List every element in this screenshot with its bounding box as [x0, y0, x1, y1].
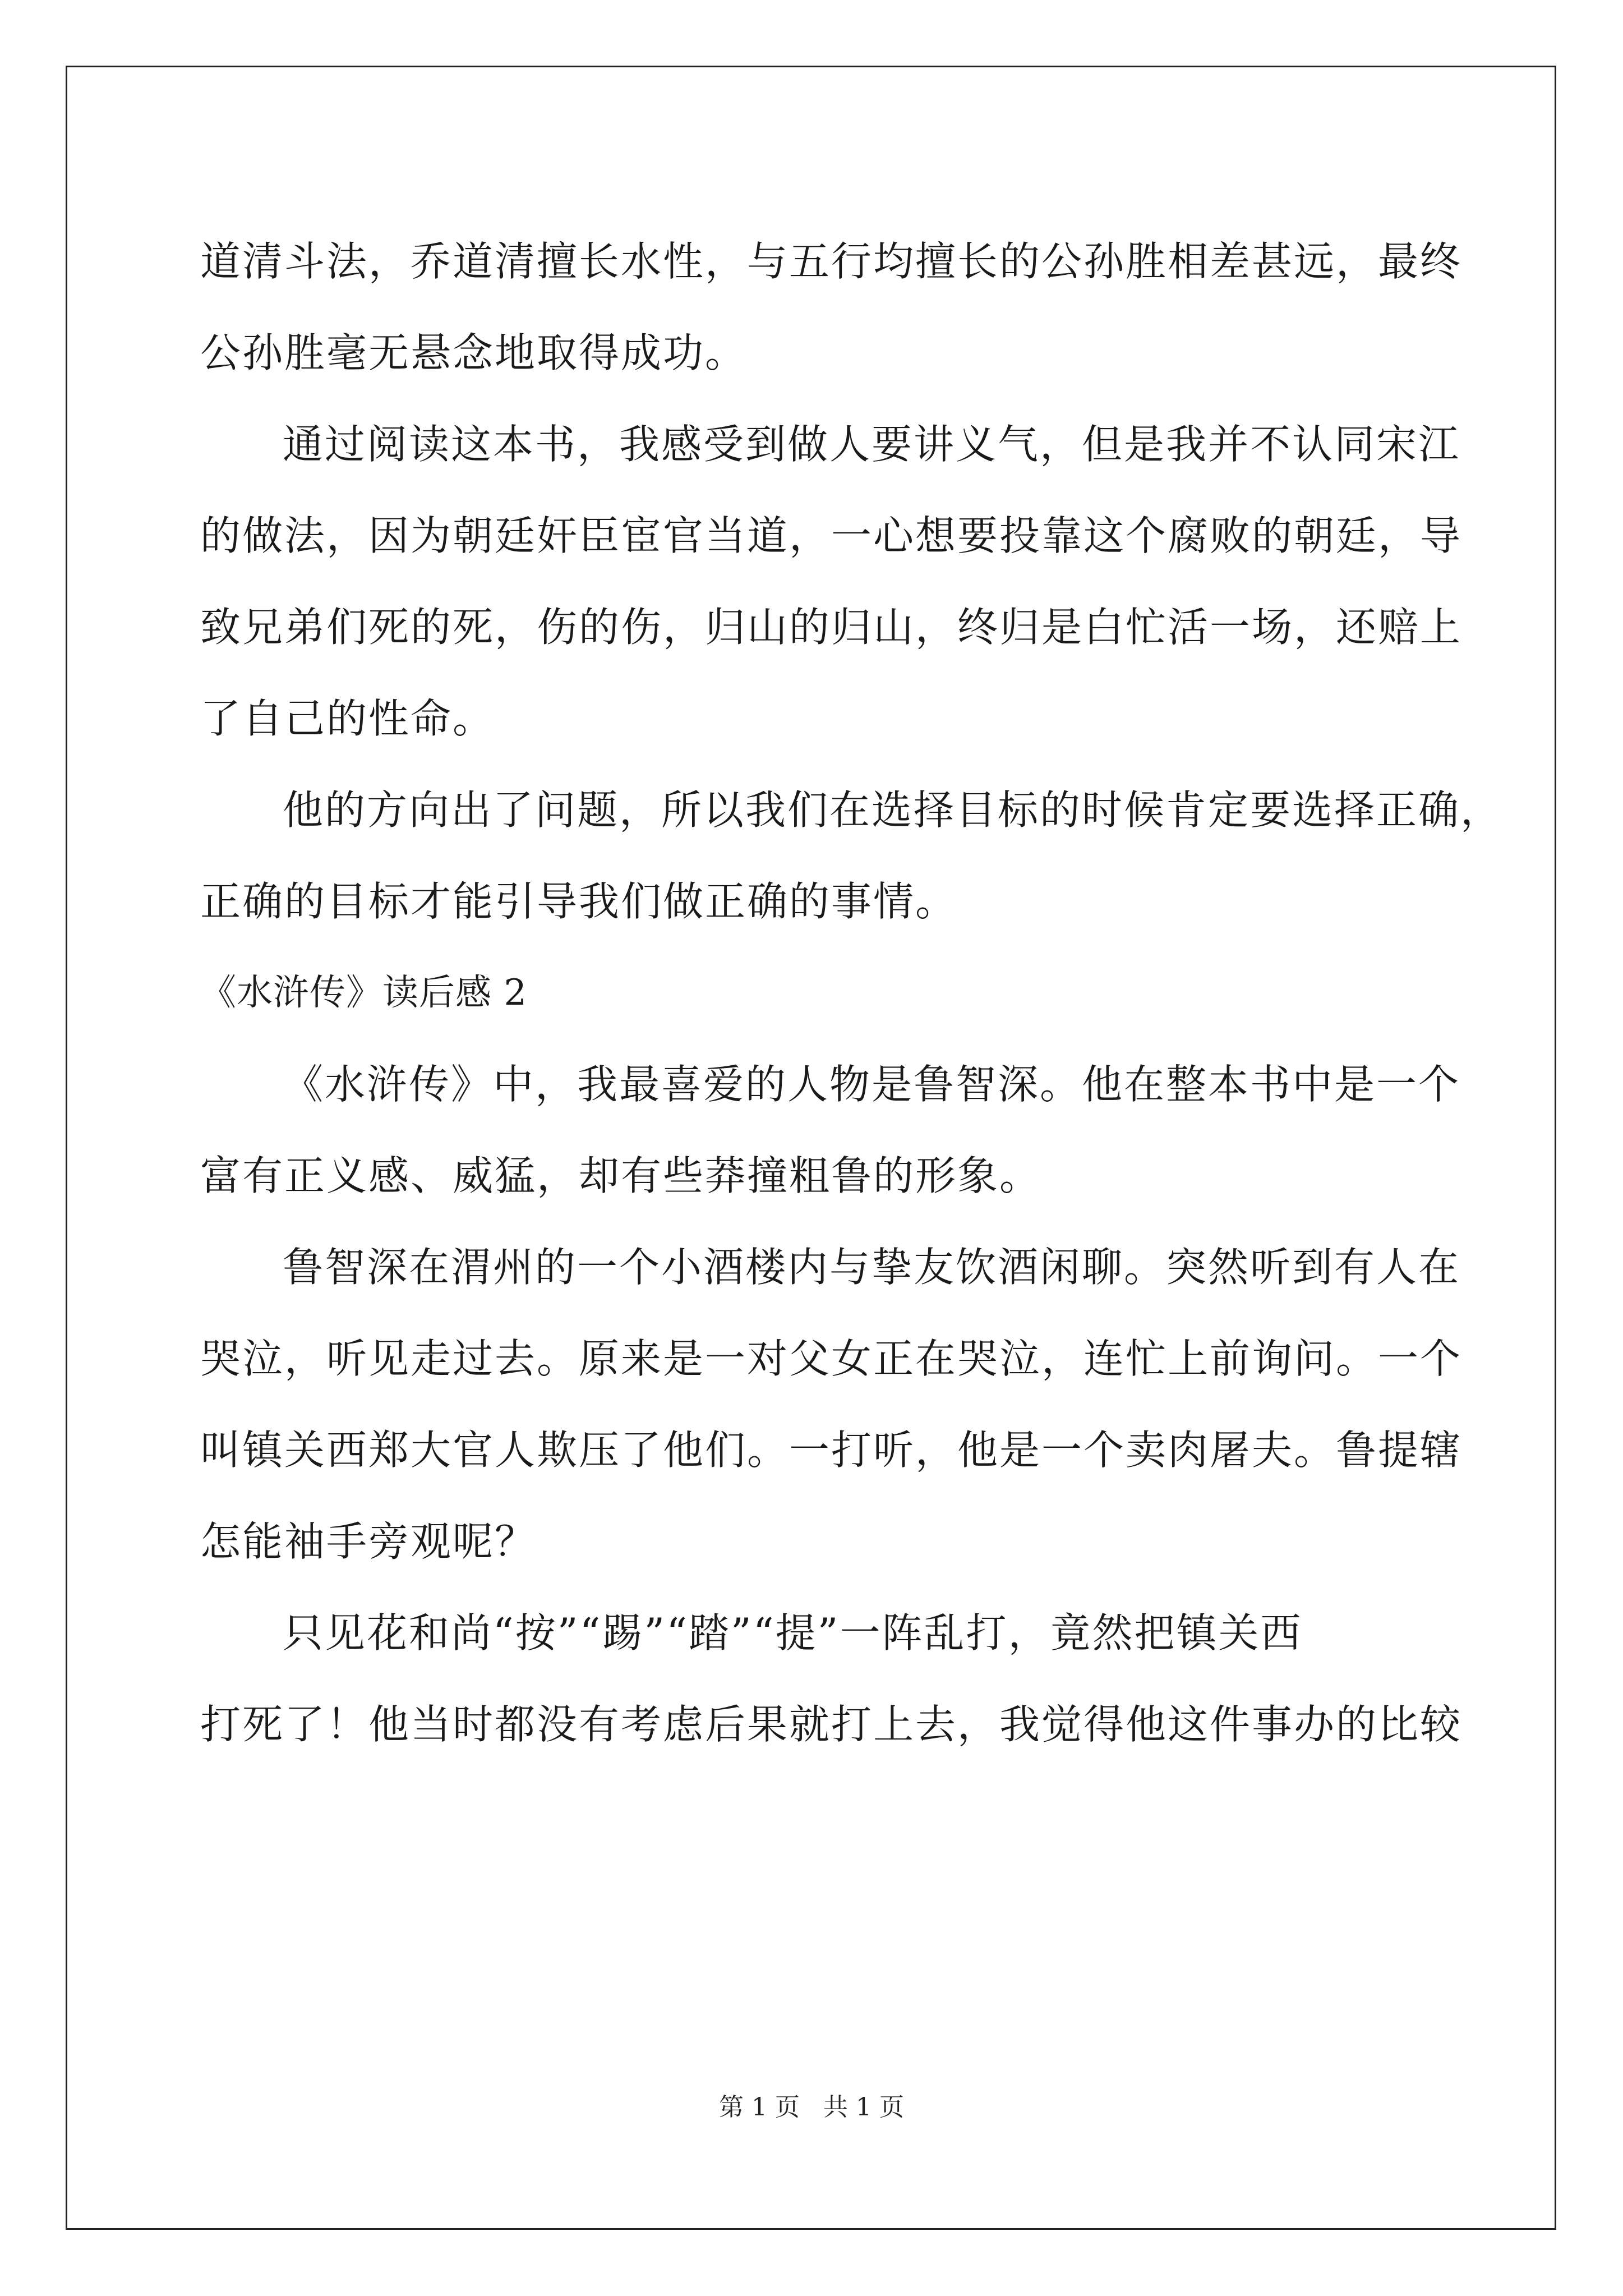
text-line: 哭泣，听见走过去。原来是一对父女正在哭泣，连忙上前询问。一个	[200, 1335, 1463, 1382]
paragraph-start: 他的方向出了问题，所以我们在选择目标的时候肯定要选择正确，	[283, 786, 1503, 834]
text-line: 了自己的性命。	[200, 695, 495, 742]
text-line: 道清斗法，乔道清擅长水性，与五行均擅长的公孙胜相差甚远，最终	[200, 238, 1463, 285]
paragraph-start: 鲁智深在渭州的一个小酒楼内与挚友饮酒闲聊。突然听到有人在	[283, 1244, 1461, 1291]
text-line: 正确的目标才能引导我们做正确的事情。	[200, 878, 958, 925]
text-line: 富有正义感、威猛，却有些莽撞粗鲁的形象。	[200, 1152, 1042, 1199]
document-body	[200, 216, 1503, 1770]
page-footer: 第 1 页 共 1 页	[719, 2093, 904, 2122]
paragraph-start: 通过阅读这本书，我感受到做人要讲义气，但是我并不认同宋江	[283, 421, 1461, 468]
text-line: 怎能袖手旁观呢？	[200, 1518, 537, 1565]
text-line: 叫镇关西郑大官人欺压了他们。一打听，他是一个卖肉屠夫。鲁提辖	[200, 1427, 1463, 1474]
text-line: 致兄弟们死的死，伤的伤，归山的归山，终归是白忙活一场，还赔上	[200, 604, 1463, 651]
text-line: 的做法，因为朝廷奸臣宦官当道，一心想要投靠这个腐败的朝廷，导	[200, 512, 1463, 559]
text-line: 公孙胜毫无悬念地取得成功。	[200, 329, 748, 376]
section-heading: 《水浒传》读后感 2	[200, 972, 528, 1014]
text-line: 打死了！他当时都没有考虑后果就打上去，我觉得他这件事办的比较	[200, 1701, 1463, 1748]
paragraph-start: 《水浒传》中，我最喜爱的人物是鲁智深。他在整本书中是一个	[283, 1061, 1461, 1108]
paragraph-start: 只见花和尚“按”“踢”“踏”“提”一阵乱打，竟然把镇关西	[283, 1609, 1303, 1657]
